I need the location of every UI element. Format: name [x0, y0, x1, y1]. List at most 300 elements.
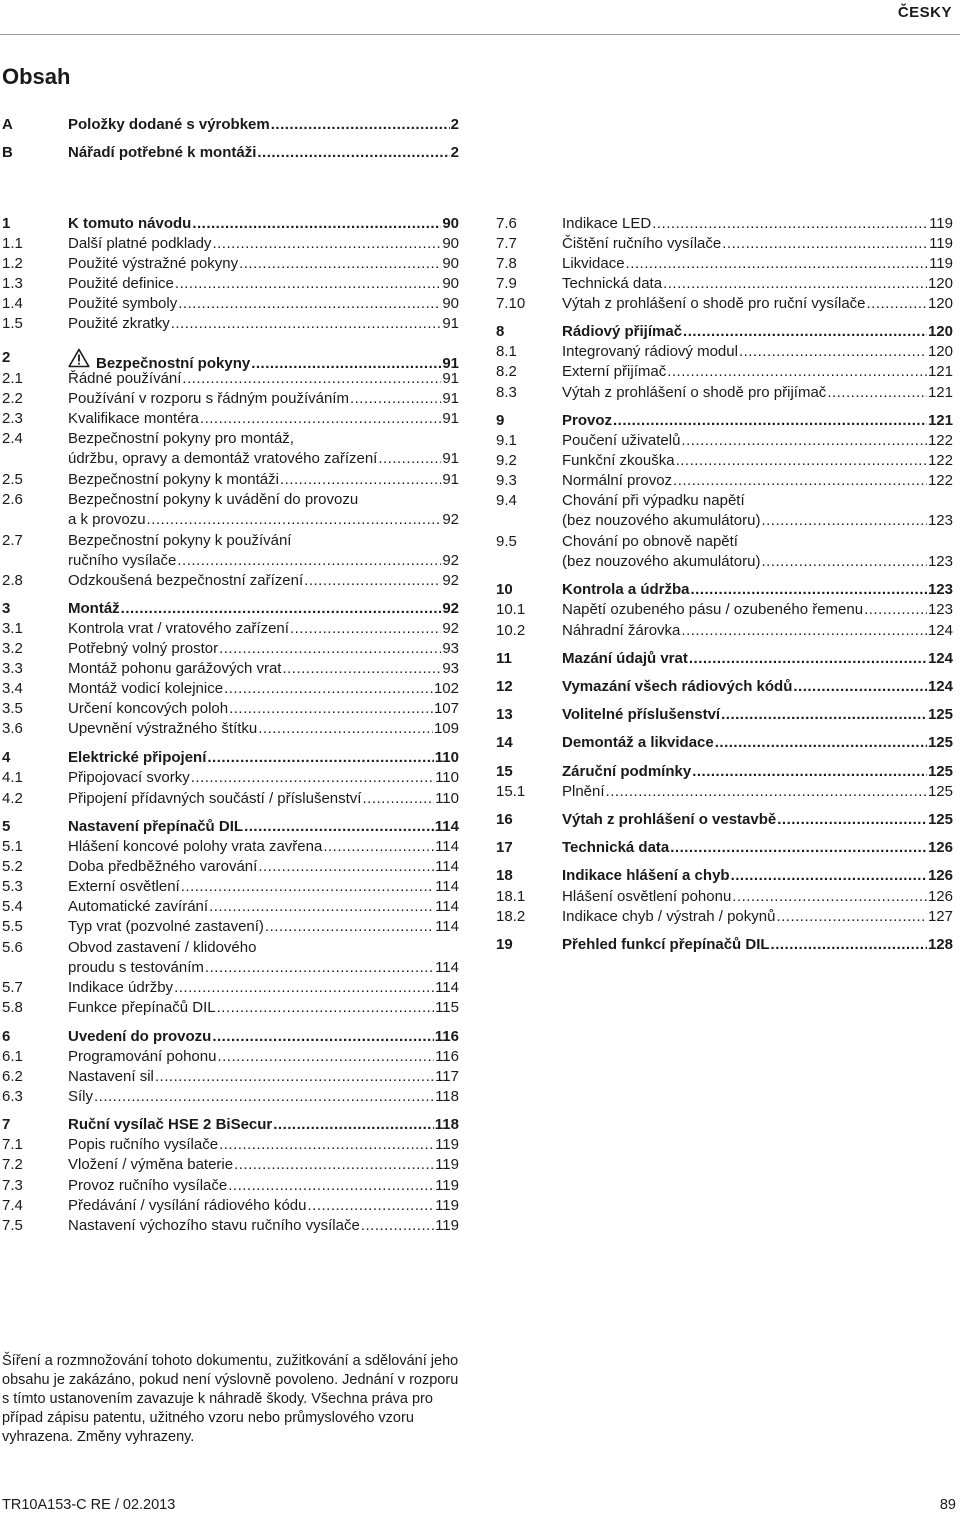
toc-entry-page: 109: [433, 720, 459, 737]
toc-entry[interactable]: [2, 659, 459, 679]
toc-entry-body: [68, 1176, 459, 1196]
toc-entry-body: [68, 389, 459, 409]
toc-entry-number: 1.4: [2, 295, 23, 312]
toc-entry-page: 114: [435, 858, 459, 875]
toc-leader-dots: [683, 322, 927, 342]
toc-entry[interactable]: [2, 571, 459, 591]
toc-entry-body: [562, 649, 953, 669]
toc-entry-page: 92: [442, 572, 459, 589]
toc-entry-title: Připojovací svorky: [68, 769, 190, 786]
toc-entry-body: [68, 409, 459, 429]
toc-entry-page: 91: [442, 450, 459, 467]
toc-entry-title: Obvod zastavení / klidového: [68, 939, 257, 956]
toc-entry-title: Určení koncových poloh: [68, 700, 229, 717]
toc-entry-page: 90: [442, 275, 459, 292]
toc-entry-page: 126: [927, 888, 953, 905]
toc-entry-title: Položky dodané s výrobkem: [68, 116, 270, 133]
toc-entry[interactable]: [2, 429, 459, 469]
toc-entry-page: 122: [927, 432, 953, 449]
toc-entry-page: 125: [927, 763, 953, 780]
toc-leader-dots: [362, 789, 434, 809]
toc-entry-page: 91: [442, 410, 459, 427]
toc-entry-body: [562, 935, 953, 955]
toc-entry[interactable]: [496, 705, 953, 725]
toc-entry[interactable]: [2, 470, 459, 490]
toc-entry-body: [68, 531, 459, 571]
toc-entry-title: Mazání údajů vrat: [562, 650, 688, 667]
toc-entry[interactable]: [2, 409, 459, 429]
toc-entry[interactable]: [496, 451, 953, 471]
toc-entry[interactable]: [2, 789, 459, 809]
toc-entry[interactable]: [2, 998, 459, 1018]
toc-entry-line: [68, 639, 459, 659]
toc-entry[interactable]: [2, 531, 459, 571]
toc-entry-body: [562, 431, 953, 451]
toc-entry-number: 5: [2, 818, 11, 835]
toc-entry[interactable]: [496, 907, 953, 927]
toc-leader-dots: [174, 978, 434, 998]
toc-entry-page: 123: [927, 601, 953, 618]
toc-entry-page: 114: [435, 959, 459, 976]
toc-entry[interactable]: [2, 978, 459, 998]
toc-entry-line: [562, 451, 953, 471]
toc-entry[interactable]: [496, 935, 953, 955]
toc-entry-title: a k provozu: [68, 511, 146, 528]
toc-entry-title: Externí osvětlení: [68, 878, 180, 895]
toc-entry[interactable]: [2, 917, 459, 937]
toc-entry[interactable]: [496, 621, 953, 641]
toc-entry-line: [68, 748, 459, 768]
toc-entry-body: [68, 143, 459, 163]
toc-entry-title: Typ vrat (pozvolné zastavení): [68, 918, 264, 935]
toc-entry-number: 7.7: [496, 235, 517, 252]
toc-entry-number: 18.2: [496, 908, 526, 925]
toc-entry[interactable]: [496, 580, 953, 600]
toc-entry-line: [562, 935, 953, 955]
toc-entry-line: [68, 369, 459, 389]
toc-entry-title: Volitelné příslušenství: [562, 706, 721, 723]
toc-entry-page: 127: [927, 908, 953, 925]
toc-entry[interactable]: [2, 837, 459, 857]
toc-entry-number: 10.1: [496, 601, 526, 618]
toc-entry-line: [68, 294, 459, 314]
toc-entry[interactable]: [2, 877, 459, 897]
toc-leader-dots: [676, 451, 927, 471]
toc-entry[interactable]: [496, 214, 953, 234]
toc-entry-number: 2.8: [2, 572, 23, 589]
toc-entry-number: 3.2: [2, 640, 23, 657]
toc-leader-dots: [219, 1135, 434, 1155]
header-rule: [0, 34, 960, 35]
toc-leader-dots: [212, 1027, 433, 1047]
toc-entry[interactable]: [496, 532, 953, 572]
toc-entry-page: 125: [927, 783, 953, 800]
toc-entry-title: Nastavení výchozího stavu ručního vysílače: [68, 1217, 360, 1234]
toc-entry[interactable]: [2, 1155, 459, 1175]
toc-leader-dots: [691, 580, 927, 600]
toc-entry-line: [562, 254, 953, 274]
toc-entry-title: Integrovaný rádiový modul: [562, 343, 738, 360]
toc-entry-number: 7.5: [2, 1217, 23, 1234]
toc-entry-line: [68, 449, 459, 469]
toc-entry-page: 124: [927, 678, 953, 695]
toc-entry[interactable]: [496, 733, 953, 753]
toc-entry-body: [68, 998, 459, 1018]
toc-leader-dots: [361, 1216, 434, 1236]
toc-leader-dots: [761, 552, 927, 572]
toc-entry-title: Montáž pohonu garážových vrat: [68, 660, 282, 677]
toc-entry[interactable]: [496, 342, 953, 362]
toc-entry[interactable]: [2, 938, 459, 978]
toc-entry[interactable]: [2, 143, 459, 163]
toc-entry-page: 120: [927, 323, 953, 340]
toc-leader-dots: [217, 1047, 434, 1067]
toc-entry-line: [68, 1027, 459, 1047]
toc-entry-line: [68, 817, 459, 837]
toc-entry-body: [68, 679, 459, 699]
toc-leader-dots: [307, 1196, 434, 1216]
toc-entry-line: [68, 768, 459, 788]
toc-entry-body: [68, 1067, 459, 1087]
toc-entry-number: 7.1: [2, 1136, 23, 1153]
toc-entry-line: [68, 619, 459, 639]
toc-entry-number: 5.3: [2, 878, 23, 895]
toc-entry-page: 117: [435, 1068, 459, 1085]
legal-notice: Šíření a rozmnožování tohoto dokumentu, zužitkování a sdělování jeho obsahu je zakázáno, pokud není výslovně povoleno. Jednání v rozporu s tímto ustanovením zavazuje k náhradě škody. Všechna práva pro případ zápisu patentu, užitného vzoru nebo průmyslového vzoru vyhrazena. Změny vyhrazeny.: [2, 1353, 459, 1445]
toc-entry[interactable]: [2, 857, 459, 877]
toc-entry-body: [68, 748, 459, 768]
toc-entry-body: [562, 294, 953, 314]
toc-entry[interactable]: [2, 369, 459, 389]
toc-entry-title: Hlášení osvětlení pohonu: [562, 888, 732, 905]
toc-entry-number: 5.8: [2, 999, 23, 1016]
toc-entry-page: 93: [442, 640, 459, 657]
toc-entry-line: [68, 115, 459, 135]
toc-leader-dots: [827, 383, 927, 403]
toc-entry[interactable]: [496, 322, 953, 342]
toc-entry[interactable]: [2, 1067, 459, 1087]
toc-entry-body: [68, 1196, 459, 1216]
toc-entry[interactable]: [496, 362, 953, 382]
toc-entry[interactable]: [2, 274, 459, 294]
toc-entry-line: [562, 532, 953, 552]
toc-entry-number: 5.4: [2, 898, 23, 915]
toc-entry-body: [562, 705, 953, 725]
toc-entry-body: [68, 699, 459, 719]
toc-entry[interactable]: [2, 214, 459, 234]
toc-leader-dots: [732, 887, 927, 907]
toc-entry-title: Technická data: [562, 275, 663, 292]
toc-entry-line: [68, 234, 459, 254]
toc-entry-title: Použité zkratky: [68, 315, 170, 332]
toc-entry[interactable]: [496, 677, 953, 697]
toc-entry-title: Provoz ručního vysílače: [68, 1177, 228, 1194]
toc-entry-number: 17: [496, 839, 513, 856]
toc-entry-body: [562, 733, 953, 753]
toc-entry[interactable]: [496, 887, 953, 907]
toc-leader-dots: [147, 510, 442, 530]
toc-entry[interactable]: [496, 254, 953, 274]
toc-entry-number: 16: [496, 811, 513, 828]
toc-leader-dots: [191, 768, 434, 788]
toc-entry-title: Hlášení koncové polohy vrata zavřena: [68, 838, 323, 855]
toc-entry[interactable]: [2, 314, 459, 334]
toc-entry[interactable]: [496, 649, 953, 669]
toc-entry-line: [68, 1067, 459, 1087]
toc-entry[interactable]: [496, 838, 953, 858]
toc-entry-body: [68, 1216, 459, 1236]
toc-entry[interactable]: [2, 679, 459, 699]
toc-entry-line: [562, 491, 953, 511]
toc-leader-dots: [244, 817, 434, 837]
toc-entry-number: 9: [496, 412, 505, 429]
toc-entry[interactable]: [2, 1196, 459, 1216]
toc-entry[interactable]: [2, 234, 459, 254]
toc-entry[interactable]: [2, 1047, 459, 1067]
toc-entry-number: 8.3: [496, 384, 517, 401]
toc-entry-title: Vymazání všech rádiových kódů: [562, 678, 793, 695]
toc-entry-title: Odzkoušená bezpečnostní zařízení: [68, 572, 304, 589]
toc-entry-page: 107: [433, 700, 459, 717]
language-label: ČESKY: [897, 4, 952, 21]
toc-entry[interactable]: [2, 639, 459, 659]
toc-entry-title: Plnění: [562, 783, 605, 800]
toc-entry-body: [562, 600, 953, 620]
toc-leader-dots: [681, 431, 927, 451]
toc-entry-title: Doba předběžného varování: [68, 858, 258, 875]
toc-entry[interactable]: [2, 619, 459, 639]
toc-entry[interactable]: [2, 1027, 459, 1047]
toc-entry-number: 4.1: [2, 769, 23, 786]
toc-entry[interactable]: [2, 817, 459, 837]
toc-entry[interactable]: [2, 719, 459, 739]
toc-entry-number: 7.8: [496, 255, 517, 272]
toc-entry-line: [562, 762, 953, 782]
toc-entry[interactable]: [2, 389, 459, 409]
toc-entry-body: [562, 471, 953, 491]
toc-leader-dots: [273, 1115, 434, 1135]
toc-entry-number: 7.6: [496, 215, 517, 232]
toc-leader-dots: [175, 274, 441, 294]
toc-entry-title: Bezpečnostní pokyny: [96, 355, 251, 372]
toc-leader-dots: [721, 705, 927, 725]
toc-leader-dots: [667, 362, 927, 382]
toc-entry[interactable]: [496, 810, 953, 830]
toc-entry-line: [562, 214, 953, 234]
toc-entry-title: Technická data: [562, 839, 670, 856]
toc-entry[interactable]: [2, 1135, 459, 1155]
toc-leader-dots: [378, 449, 441, 469]
toc-entry-page: 119: [435, 1197, 459, 1214]
toc-entry-body: [562, 274, 953, 294]
toc-entry[interactable]: [2, 599, 459, 619]
toc-entry-number: 4: [2, 749, 11, 766]
toc-leader-dots: [181, 877, 434, 897]
toc-entry-page: 125: [927, 734, 953, 751]
toc-leader-dots: [229, 699, 433, 719]
toc-entry-page: 110: [435, 769, 459, 786]
toc-entry-page: 123: [927, 512, 953, 529]
toc-entry[interactable]: [2, 115, 459, 135]
toc-entry-body: [562, 782, 953, 802]
toc-leader-dots: [94, 1087, 434, 1107]
toc-entry-line: [68, 789, 459, 809]
toc-entry-body: [562, 254, 953, 274]
toc-entry-number: 3.6: [2, 720, 23, 737]
toc-entry-body: [562, 621, 953, 641]
toc-entry-title: Nastavení sil: [68, 1068, 154, 1085]
toc-entry[interactable]: [496, 383, 953, 403]
toc-entry-title: Externí přijímač: [562, 363, 667, 380]
toc-entry-title: Indikace hlášení a chyb: [562, 867, 730, 884]
toc-entry-line: [562, 649, 953, 669]
toc-entry-title: (bez nouzového akumulátoru): [562, 553, 761, 570]
toc-entry-title: Nastavení přepínačů DIL: [68, 818, 244, 835]
toc-entry-title: Čištění ručního vysílače: [562, 235, 722, 252]
toc-leader-dots: [207, 748, 433, 768]
toc-entry[interactable]: [2, 768, 459, 788]
toc-entry-line: [562, 294, 953, 314]
toc-entry-title: Bezpečnostní pokyny k montáži: [68, 471, 279, 488]
toc-entry[interactable]: [496, 471, 953, 491]
toc-entry-line: [68, 1216, 459, 1236]
toc-entry-body: [562, 383, 953, 403]
toc-entry[interactable]: [496, 491, 953, 531]
toc-entry-line: [68, 1047, 459, 1067]
toc-entry-title: Bezpečnostní pokyny pro montáž,: [68, 430, 294, 447]
toc-leader-dots: [171, 314, 442, 334]
toc-entry-number: 12: [496, 678, 513, 695]
toc-entry[interactable]: [496, 274, 953, 294]
toc-entry-body: [68, 837, 459, 857]
toc-entry-page: 93: [442, 660, 459, 677]
toc-entry-title: Používání v rozporu s řádným používáním: [68, 390, 349, 407]
toc-entry-number: 2.2: [2, 390, 23, 407]
toc-entry[interactable]: [496, 294, 953, 314]
toc-leader-dots: [155, 1067, 434, 1087]
toc-entry-number: 3.5: [2, 700, 23, 717]
toc-entry-title: Záruční podmínky: [562, 763, 692, 780]
toc-entry-line: [68, 143, 459, 163]
toc-entry-line: [562, 471, 953, 491]
toc-leader-dots: [864, 600, 927, 620]
toc-entry-number: 6.3: [2, 1088, 23, 1105]
toc-leader-dots: [182, 369, 441, 389]
toc-entry-title: údržbu, opravy a demontáž vratového zařízení: [68, 450, 378, 467]
toc-entry-page: 119: [929, 255, 953, 272]
toc-entry-title: Výtah z prohlášení o shodě pro přijímač: [562, 384, 827, 401]
toc-entry-number: 3.1: [2, 620, 23, 637]
toc-leader-dots: [626, 254, 929, 274]
toc-leader-dots: [271, 115, 450, 135]
toc-entry-number: 8: [496, 323, 505, 340]
toc-leader-dots: [205, 958, 434, 978]
toc-entry[interactable]: [2, 699, 459, 719]
toc-entry[interactable]: [496, 431, 953, 451]
toc-entry-title: Indikace chyb / výstrah / pokynů: [562, 908, 776, 925]
toc-entry-title: K tomuto návodu: [68, 215, 192, 232]
toc-entry-body: [68, 274, 459, 294]
toc-entry-title: Montáž vodicí kolejnice: [68, 680, 224, 697]
toc-entry-body: [562, 838, 953, 858]
toc-entry-page: 91: [442, 471, 459, 488]
toc-entry-body: [562, 677, 953, 697]
toc-leader-dots: [776, 907, 927, 927]
toc-entry-title: Elektrické připojení: [68, 749, 207, 766]
toc-entry-title: Bezpečnostní pokyny k používání: [68, 532, 292, 549]
toc-entry-body: [68, 571, 459, 591]
toc-entry-number: 9.2: [496, 452, 517, 469]
toc-entry-title: Potřebný volný prostor: [68, 640, 219, 657]
toc-entry[interactable]: [496, 782, 953, 802]
toc-leader-dots: [715, 733, 927, 753]
toc-entry[interactable]: [2, 348, 459, 372]
toc-leader-dots: [793, 677, 927, 697]
toc-entry[interactable]: [2, 254, 459, 274]
toc-entry-title: Uvedení do provozu: [68, 1028, 212, 1045]
toc-entry-page: 118: [434, 1116, 459, 1133]
toc-entry-page: 119: [435, 1217, 459, 1234]
toc-entry-page: 123: [927, 581, 953, 598]
toc-leader-dots: [217, 998, 434, 1018]
toc-entry-body: [68, 429, 459, 469]
toc-entry-title: Použité symboly: [68, 295, 178, 312]
toc-entry-title: Programování pohonu: [68, 1048, 217, 1065]
toc-leader-dots: [350, 389, 441, 409]
toc-entry-line: [562, 431, 953, 451]
toc-entry-line: [68, 659, 459, 679]
toc-entry[interactable]: [496, 866, 953, 886]
toc-entry[interactable]: [2, 1115, 459, 1135]
toc-entry[interactable]: [2, 1176, 459, 1196]
toc-entry[interactable]: [2, 490, 459, 530]
toc-entry-page: 91: [442, 390, 459, 407]
toc-entry-page: 92: [442, 600, 459, 617]
toc-entry-line: [68, 409, 459, 429]
toc-entry-page: 114: [435, 878, 459, 895]
toc-entry[interactable]: [2, 294, 459, 314]
toc-entry-body: [562, 451, 953, 471]
toc-entry[interactable]: [2, 748, 459, 768]
warning-triangle-icon: [68, 348, 90, 368]
toc-entry[interactable]: [2, 897, 459, 917]
toc-entry[interactable]: [496, 600, 953, 620]
toc-entry-title: Automatické zavírání: [68, 898, 209, 915]
toc-entry-title: Chování při výpadku napětí: [562, 492, 745, 509]
toc-entry-body: [68, 938, 459, 978]
toc-entry-title: Demontáž a likvidace: [562, 734, 714, 751]
toc-leader-dots: [280, 470, 441, 490]
toc-entry-body: [68, 599, 459, 619]
toc-entry[interactable]: [496, 411, 953, 431]
toc-entry[interactable]: [496, 762, 953, 782]
toc-entry-line: [68, 1115, 459, 1135]
toc-entry-page: 91: [442, 315, 459, 332]
toc-entry[interactable]: [2, 1087, 459, 1107]
toc-entry-number: 7.4: [2, 1197, 23, 1214]
toc-entry-page: 2: [450, 144, 459, 161]
toc-entry-number: 7.10: [496, 295, 526, 312]
toc-entry-page: 122: [927, 472, 953, 489]
toc-entry-body: [68, 619, 459, 639]
toc-entry[interactable]: [2, 1216, 459, 1236]
toc-entry-line: [68, 1155, 459, 1175]
toc-leader-dots: [265, 917, 434, 937]
toc-entry-number: 2.7: [2, 532, 23, 549]
toc-leader-dots: [613, 411, 927, 431]
toc-entry[interactable]: [496, 234, 953, 254]
toc-entry-line: [68, 314, 459, 334]
